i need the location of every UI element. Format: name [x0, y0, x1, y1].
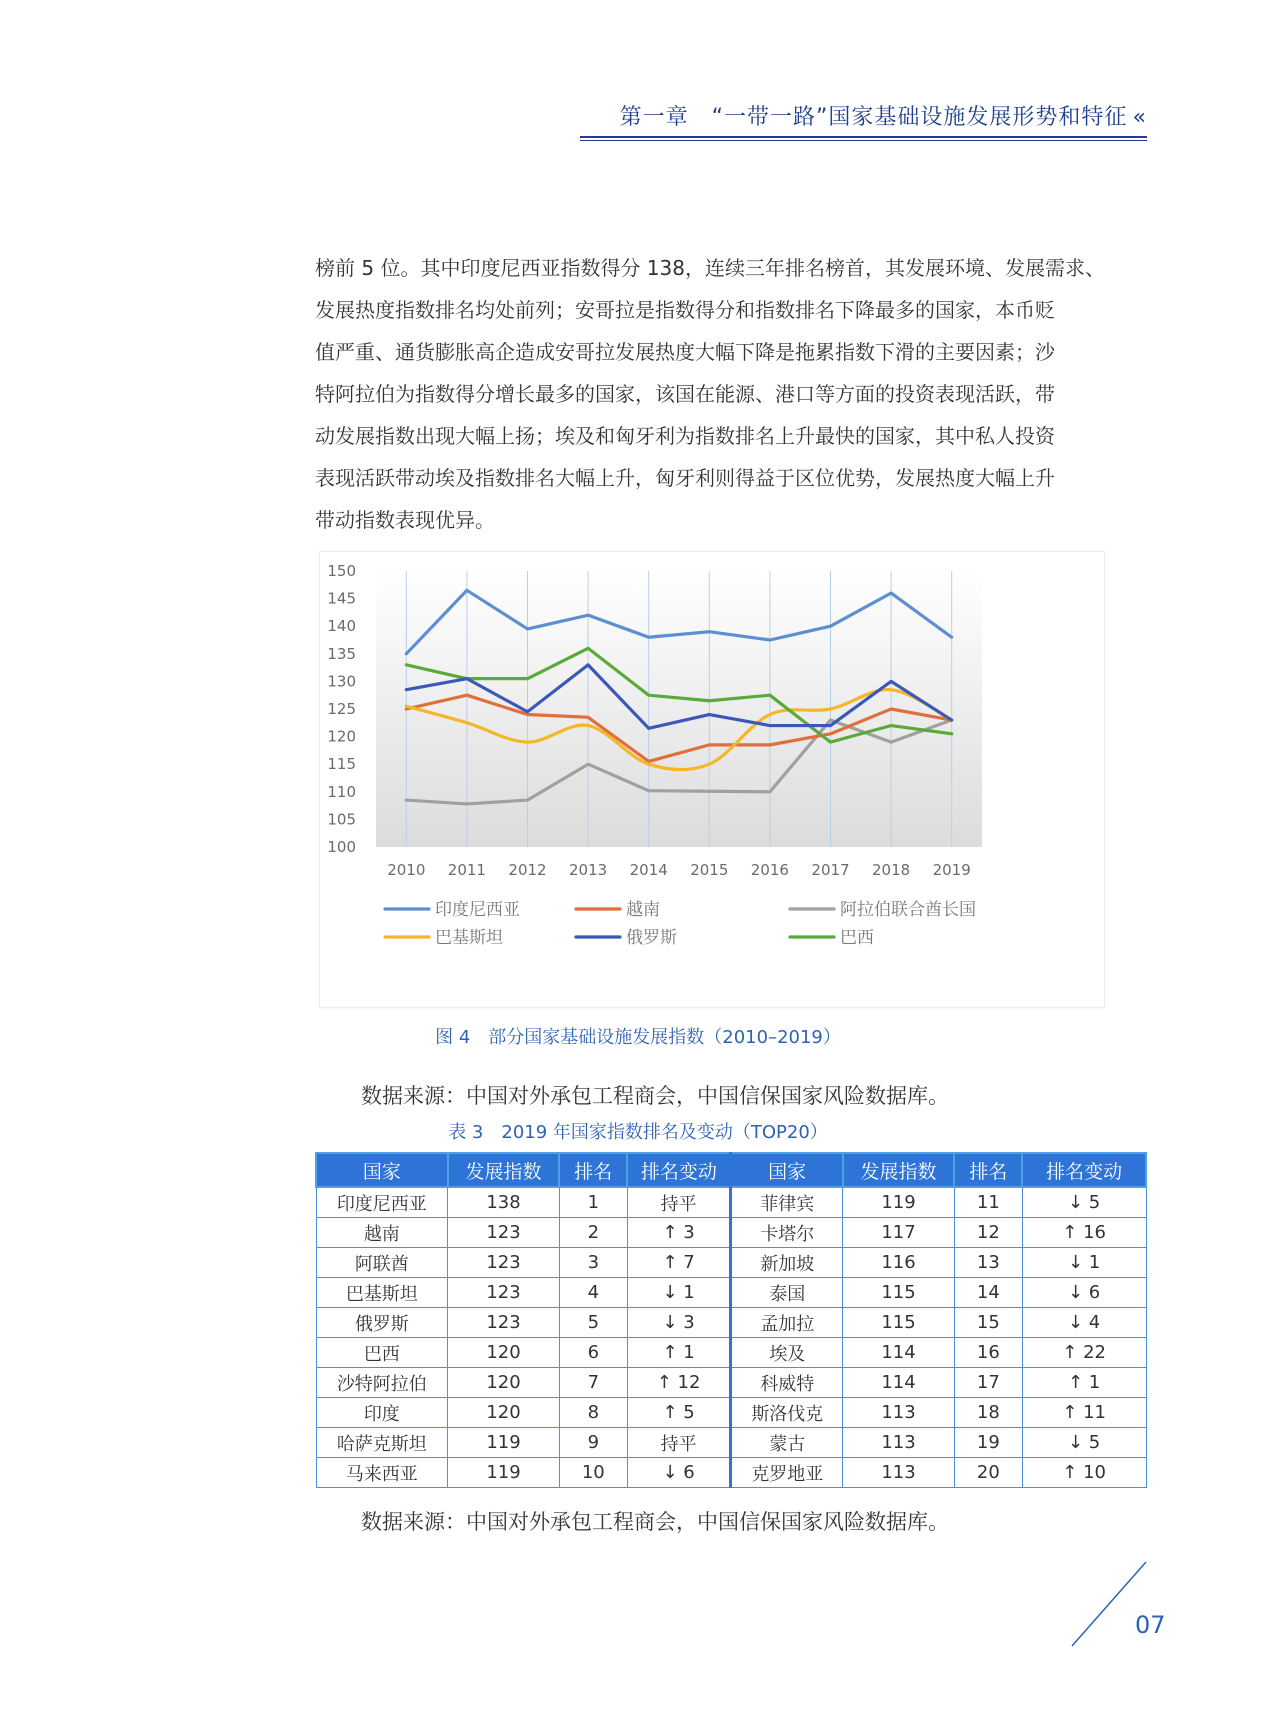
y-tick-label: 120: [327, 727, 356, 746]
table-row: [316, 1458, 1146, 1488]
page-header: [580, 100, 1147, 131]
country-cell: 哈萨克斯坦: [316, 1428, 448, 1458]
country-cell: 巴基斯坦: [316, 1278, 448, 1308]
change-cell: ↑ 1: [1022, 1368, 1146, 1398]
rank-cell: 10: [559, 1458, 627, 1488]
country-cell: 斯洛伐克: [731, 1398, 843, 1428]
x-tick-label: 2012: [508, 861, 547, 879]
table-source: 数据来源：中国对外承包工程商会，中国信保国家风险数据库。: [361, 1510, 949, 1534]
line-chart: [320, 552, 1104, 1007]
y-tick-label: 130: [327, 672, 356, 691]
change-cell: ↑ 3: [627, 1218, 731, 1248]
legend-label: 巴基斯坦: [435, 928, 503, 948]
header-index: 发展指数: [448, 1153, 560, 1187]
index-cell: 120: [448, 1398, 560, 1428]
index-cell: 123: [448, 1308, 560, 1338]
index-cell: 116: [843, 1248, 955, 1278]
change-cell: 持平: [627, 1428, 731, 1458]
x-tick-label: 2011: [447, 861, 486, 879]
change-cell: ↓ 1: [1022, 1248, 1146, 1278]
country-cell: 蒙古: [731, 1428, 843, 1458]
legend-label: 越南: [626, 900, 660, 920]
change-cell: ↓ 3: [627, 1308, 731, 1338]
index-cell: 113: [843, 1398, 955, 1428]
y-tick-label: 150: [327, 562, 356, 580]
rank-cell: 1: [559, 1187, 627, 1218]
change-cell: ↓ 6: [1022, 1278, 1146, 1308]
rank-cell: 5: [559, 1308, 627, 1338]
change-cell: ↓ 1: [627, 1278, 731, 1308]
index-cell: 123: [448, 1278, 560, 1308]
rank-cell: 9: [559, 1428, 627, 1458]
index-cell: 138: [448, 1187, 560, 1218]
ranking-table: [315, 1152, 1147, 1488]
x-tick-label: 2014: [629, 861, 668, 879]
x-tick-label: 2017: [811, 861, 850, 879]
header-index: 发展指数: [843, 1153, 955, 1187]
x-tick-label: 2019: [932, 861, 971, 879]
x-tick-label: 2015: [690, 861, 729, 879]
country-cell: 克罗地亚: [731, 1458, 843, 1488]
change-cell: ↓ 5: [1022, 1187, 1146, 1218]
index-cell: 119: [448, 1458, 560, 1488]
body-line: 发展热度指数排名均处前列；安哥拉是指数得分和指数排名下降最多的国家，本币贬: [315, 298, 1055, 322]
y-tick-label: 110: [327, 782, 356, 801]
body-line: 榜前 5 位。其中印度尼西亚指数得分 138，连续三年排名榜首，其发展环境、发展需求、: [315, 256, 1105, 280]
body-line: 表现活跃带动埃及指数排名大幅上升，匈牙利则得益于区位优势，发展热度大幅上升: [315, 466, 1055, 490]
change-cell: ↑ 10: [1022, 1458, 1146, 1488]
country-cell: 越南: [316, 1218, 448, 1248]
change-cell: ↓ 6: [627, 1458, 731, 1488]
body-line: 值严重、通货膨胀高企造成安哥拉发展热度大幅下降是拖累指数下滑的主要因素；沙: [315, 340, 1055, 364]
country-cell: 埃及: [731, 1338, 843, 1368]
page-number: 07: [1135, 1611, 1166, 1639]
index-cell: 119: [843, 1187, 955, 1218]
index-cell: 113: [843, 1428, 955, 1458]
country-cell: 菲律宾: [731, 1187, 843, 1218]
table-row: [316, 1338, 1146, 1368]
country-cell: 印度尼西亚: [316, 1187, 448, 1218]
table-row: [316, 1428, 1146, 1458]
chevron-left-icon: «: [1132, 105, 1147, 130]
change-cell: ↑ 11: [1022, 1398, 1146, 1428]
index-cell: 119: [448, 1428, 560, 1458]
country-cell: 卡塔尔: [731, 1218, 843, 1248]
y-tick-label: 145: [327, 589, 356, 608]
index-cell: 120: [448, 1368, 560, 1398]
change-cell: ↑ 7: [627, 1248, 731, 1278]
header-rank: 排名: [954, 1153, 1022, 1187]
country-cell: 泰国: [731, 1278, 843, 1308]
country-cell: 俄罗斯: [316, 1308, 448, 1338]
rank-cell: 20: [954, 1458, 1022, 1488]
header-change: 排名变动: [627, 1153, 731, 1187]
header-rule-thin: [580, 140, 1147, 141]
rank-cell: 3: [559, 1248, 627, 1278]
y-tick-label: 105: [327, 810, 356, 829]
figure-caption: 图 4 部分国家基础设施发展指数（2010–2019）: [435, 1027, 841, 1048]
index-cell: 123: [448, 1218, 560, 1248]
country-cell: 沙特阿拉伯: [316, 1368, 448, 1398]
header-change: 排名变动: [1022, 1153, 1146, 1187]
table-row: [316, 1368, 1146, 1398]
x-tick-label: 2010: [387, 861, 426, 879]
x-tick-label: 2018: [872, 861, 911, 879]
country-cell: 巴西: [316, 1338, 448, 1368]
rank-cell: 4: [559, 1278, 627, 1308]
table-header-row: [316, 1153, 1146, 1187]
table-row: [316, 1187, 1146, 1218]
country-cell: 马来西亚: [316, 1458, 448, 1488]
change-cell: ↑ 22: [1022, 1338, 1146, 1368]
y-tick-label: 115: [327, 755, 356, 774]
y-tick-label: 140: [327, 617, 356, 636]
change-cell: 持平: [627, 1187, 731, 1218]
rank-cell: 2: [559, 1218, 627, 1248]
index-cell: 114: [843, 1338, 955, 1368]
country-cell: 科威特: [731, 1368, 843, 1398]
table-caption: 表 3 2019 年国家指数排名及变动（TOP20）: [448, 1122, 828, 1143]
legend-label: 印度尼西亚: [435, 900, 520, 920]
change-cell: ↓ 4: [1022, 1308, 1146, 1338]
body-line: 带动指数表现优异。: [315, 508, 495, 532]
table-row: [316, 1218, 1146, 1248]
table-row: [316, 1248, 1146, 1278]
rank-cell: 15: [954, 1308, 1022, 1338]
index-cell: 114: [843, 1368, 955, 1398]
legend-label: 俄罗斯: [626, 928, 677, 948]
rank-cell: 8: [559, 1398, 627, 1428]
rank-cell: 16: [954, 1338, 1022, 1368]
table-row: [316, 1308, 1146, 1338]
figure-source: 数据来源：中国对外承包工程商会，中国信保国家风险数据库。: [361, 1084, 949, 1108]
header-country: 国家: [731, 1153, 843, 1187]
change-cell: ↑ 16: [1022, 1218, 1146, 1248]
y-tick-label: 100: [327, 838, 356, 856]
rank-cell: 17: [954, 1368, 1022, 1398]
index-cell: 117: [843, 1218, 955, 1248]
y-tick-label: 125: [327, 700, 356, 718]
table-row: [316, 1398, 1146, 1428]
rank-cell: 12: [954, 1218, 1022, 1248]
table-row: [316, 1278, 1146, 1308]
chapter-title: 第一章 “一带一路”国家基础设施发展形势和特征: [619, 105, 1128, 130]
index-cell: 113: [843, 1458, 955, 1488]
rank-cell: 11: [954, 1187, 1022, 1218]
country-cell: 阿联酋: [316, 1248, 448, 1278]
rank-cell: 19: [954, 1428, 1022, 1458]
header-country: 国家: [316, 1153, 448, 1187]
body-line: 动发展指数出现大幅上扬；埃及和匈牙利为指数排名上升最快的国家，其中私人投资: [315, 424, 1055, 448]
country-cell: 印度: [316, 1398, 448, 1428]
change-cell: ↑ 1: [627, 1338, 731, 1368]
body-line: 特阿拉伯为指数得分增长最多的国家，该国在能源、港口等方面的投资表现活跃，带: [315, 382, 1055, 406]
index-cell: 123: [448, 1248, 560, 1278]
rank-cell: 18: [954, 1398, 1022, 1428]
chart-frame: [319, 551, 1105, 1008]
legend-label: 阿拉伯联合酋长国: [840, 900, 976, 920]
rank-cell: 6: [559, 1338, 627, 1368]
body-paragraph: [315, 247, 1147, 541]
header-rank: 排名: [559, 1153, 627, 1187]
rank-cell: 14: [954, 1278, 1022, 1308]
change-cell: ↓ 5: [1022, 1428, 1146, 1458]
y-tick-label: 135: [327, 644, 356, 663]
legend-label: 巴西: [840, 928, 874, 948]
change-cell: ↑ 12: [627, 1368, 731, 1398]
country-cell: 新加坡: [731, 1248, 843, 1278]
x-tick-label: 2013: [569, 861, 608, 879]
index-cell: 120: [448, 1338, 560, 1368]
header-rule: [580, 136, 1147, 138]
index-cell: 115: [843, 1278, 955, 1308]
rank-cell: 7: [559, 1368, 627, 1398]
country-cell: 孟加拉: [731, 1308, 843, 1338]
rank-cell: 13: [954, 1248, 1022, 1278]
x-tick-label: 2016: [750, 861, 789, 879]
index-cell: 115: [843, 1308, 955, 1338]
change-cell: ↑ 5: [627, 1398, 731, 1428]
